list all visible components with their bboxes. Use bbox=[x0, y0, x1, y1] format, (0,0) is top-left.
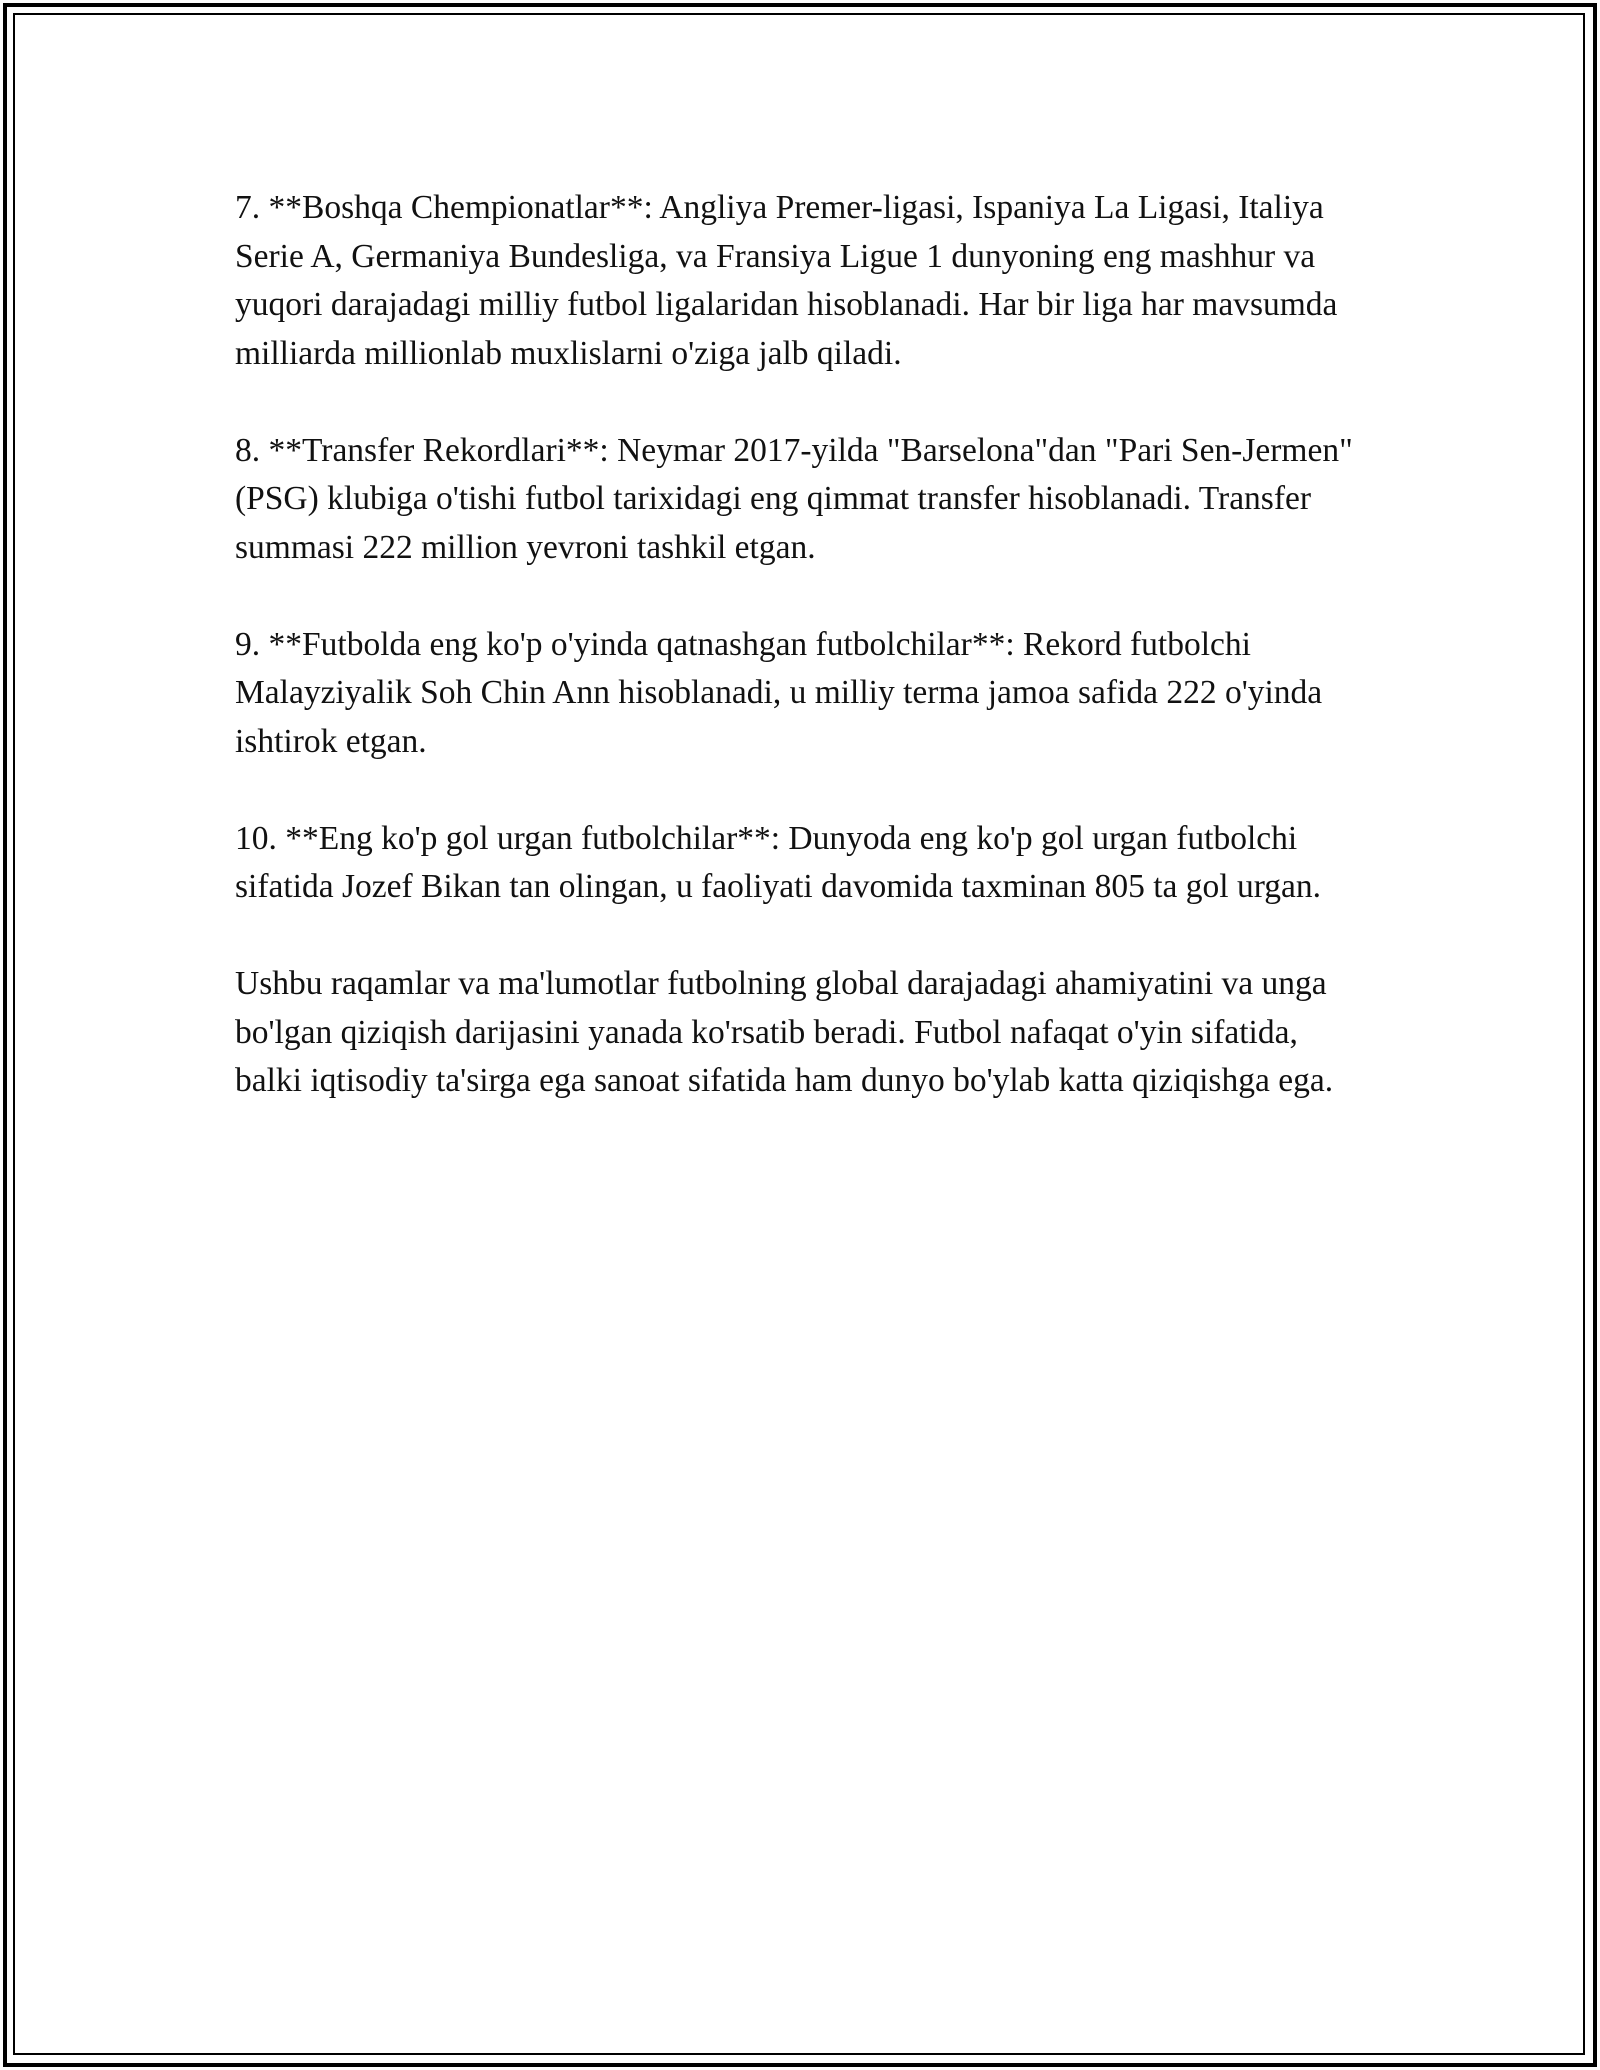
paragraph-most-goals: 10. **Eng ko'p gol urgan futbolchilar**: Dunyoda eng ko'p gol urgan futbolchi sifatida Jozef Bikan tan olingan, u faoliyati davomida taxminan 805 ta gol urgan. bbox=[235, 819, 1322, 905]
paragraph-transfer-records: 8. **Transfer Rekordlari**: Neymar 2017-yilda "Barselona"dan "Pari Sen-Jermen" (PSG) klubiga o'tishi futbol tarixidagi eng qimmat transfer hisoblanadi. Transfer summasi 222 million yevroni tashkil etgan. bbox=[235, 431, 1353, 566]
paragraph-most-appearances: 9. **Futbolda eng ko'p o'yinda qatnashgan futbolchilar**: Rekord futbolchi Malayziyalik Soh Chin Ann hisoblanadi, u milliy terma jamoa safida 222 o'yinda ishtirok etgan. bbox=[235, 625, 1323, 760]
paragraph-other-championships: 7. **Boshqa Chempionatlar**: Angliya Premer-ligasi, Ispaniya La Ligasi, Italiya Serie A, Germaniya Bundesliga, va Fransiya Ligue 1 dunyoning eng mashhur va yuqori darajadagi milliy futbol ligalaridan hisoblanadi. Har bir liga har mavsumda milliarda millionlab muxlislarni o'ziga jalb qiladi. bbox=[235, 189, 1338, 372]
document-body bbox=[235, 184, 1365, 1154]
paragraph-conclusion: Ushbu raqamlar va ma'lumotlar futbolning global darajadagi ahamiyatini va unga bo'lgan qiziqish darijasini yanada ko'rsatib beradi. Futbol nafaqat o'yin sifatida, balki iqtisodiy ta'sirga ega sanoat sifatida ham dunyo bo'ylab katta qiziqishga ega. bbox=[235, 965, 1334, 1099]
